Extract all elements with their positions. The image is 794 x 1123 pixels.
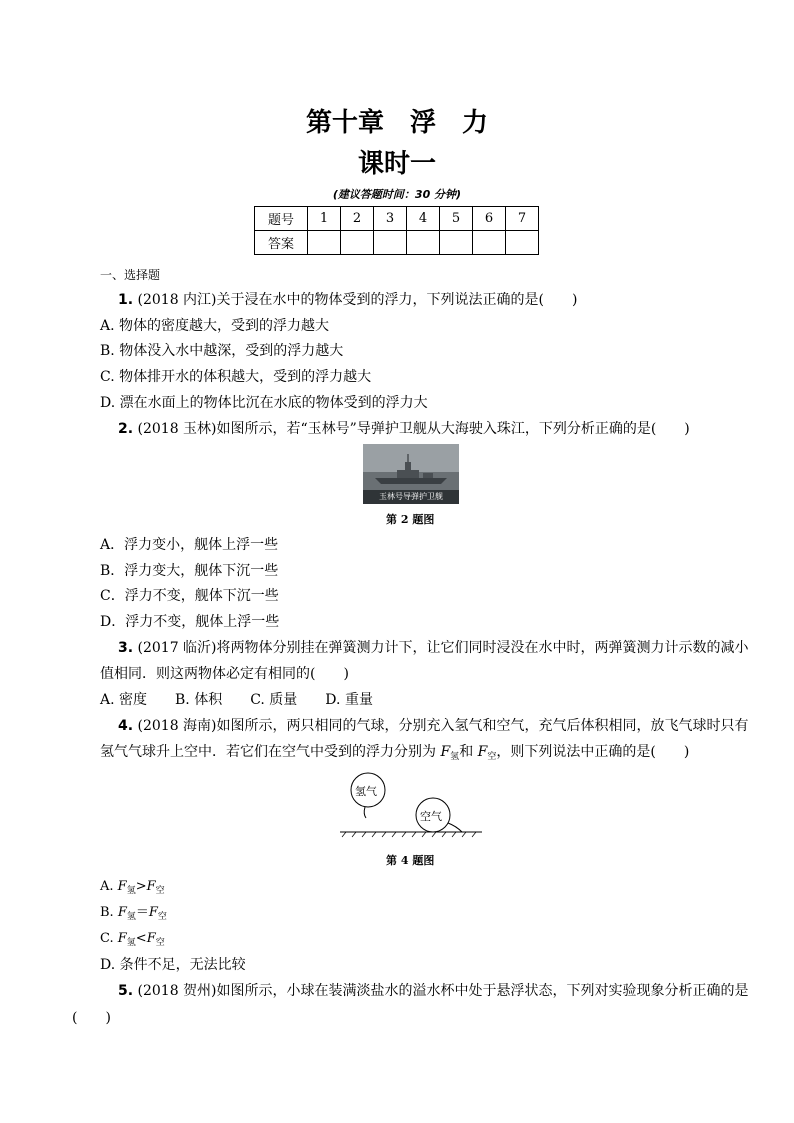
option-a: A．浮力变小，舰体上浮一些 — [100, 537, 279, 553]
option-a: A. 物体的密度越大，受到的浮力越大 — [100, 318, 330, 334]
question-number-cell: 2 — [341, 207, 374, 231]
option-b: B．浮力变大，舰体下沉一些 — [100, 563, 279, 579]
subscript: 氢 — [126, 912, 136, 922]
option-c: C. 物体排开水的体积越大，受到的浮力越大 — [100, 369, 372, 385]
answer-cell[interactable] — [440, 231, 473, 255]
question-number-cell: 5 — [440, 207, 473, 231]
option-label: A. — [100, 879, 118, 894]
table-row — [255, 207, 539, 231]
photo-caption: 玉林号导弹护卫舰 — [379, 492, 443, 501]
question-number: 4. — [118, 718, 134, 734]
question-stem: (2017 临沂)将两物体分别挂在弹簧测力计下，让它们同时浸没在水中时，两弹簧测力计示数的减小 — [133, 640, 749, 656]
subscript: 空 — [155, 886, 165, 896]
question-number: 3. — [118, 640, 134, 656]
option-d: D. 漂在水面上的物体比沉在水底的物体受到的浮力大 — [100, 395, 428, 411]
question-stem: (2018 贺州)如图所示，小球在装满淡盐水的溢水杯中处于悬浮状态，下列对实验现象分析正确的是 — [133, 983, 749, 999]
option-b — [100, 904, 167, 926]
question-stem-cont: ( ) — [72, 1010, 111, 1026]
question-number: 2. — [118, 421, 134, 437]
option-label: C. — [100, 931, 118, 946]
answer-cell[interactable] — [374, 231, 407, 255]
subscript: 空 — [155, 938, 165, 948]
ground-hatching — [342, 832, 476, 837]
time-hint: (建议答题时间：30 分钟) — [332, 188, 462, 201]
chapter-title: 第十章 浮 力 — [305, 108, 488, 138]
question-5 — [118, 982, 749, 1000]
question-stem: (2018 玉林)如图所示，若“玉林号”导弹护卫舰从大海驶入珠江，下列分析正确的是( ) — [133, 421, 690, 437]
question-number: 1. — [118, 292, 134, 308]
force-symbol: F — [148, 905, 158, 920]
question-number-cell: 3 — [374, 207, 407, 231]
stem-text: 和 — [459, 744, 478, 760]
force-symbol: F — [117, 879, 127, 894]
option-b: B. 物体没入水中越深，受到的浮力越大 — [100, 343, 344, 359]
answer-cell[interactable] — [473, 231, 506, 255]
force-symbol: F — [117, 905, 127, 920]
subscript: 空 — [487, 752, 497, 762]
warship-photo — [363, 444, 459, 504]
section-heading: 一、选择题 — [100, 268, 161, 282]
hydrogen-label: 氢气 — [355, 785, 377, 798]
subscript: 空 — [157, 912, 167, 922]
question-number: 5. — [118, 983, 134, 999]
question-stem: (2018 海南)如图所示，两只相同的气球，分别充入氢气和空气，充气后体积相同，放飞气球时只有 — [133, 718, 749, 734]
options-row: A. 密度 B. 体积 C. 质量 D. 重量 — [100, 692, 373, 708]
question-stem: (2018 内江)关于浸在水中的物体受到的浮力，下列说法正确的是( ) — [133, 292, 578, 308]
force-symbol: F — [146, 879, 156, 894]
answer-table — [254, 206, 539, 255]
balloon-diagram — [336, 772, 486, 838]
option-d: D. 条件不足，无法比较 — [100, 957, 246, 973]
question-number-cell: 1 — [308, 207, 341, 231]
answer-cell[interactable] — [341, 231, 374, 255]
question-number-cell: 6 — [473, 207, 506, 231]
subscript: 氢 — [450, 752, 460, 762]
force-symbol: F — [146, 931, 156, 946]
question-2 — [118, 420, 690, 438]
option-a — [100, 878, 165, 900]
operator: < — [135, 931, 147, 946]
question-3 — [118, 639, 749, 657]
figure-caption: 第 2 题图 — [386, 513, 435, 526]
air-label: 空气 — [420, 810, 442, 823]
question-number-cell: 4 — [407, 207, 440, 231]
lesson-title: 课时一 — [357, 149, 436, 179]
question-stem-cont: 值相同．则这两物体必定有相同的( ) — [100, 666, 349, 682]
table-header-answer: 答案 — [255, 231, 308, 255]
operator: > — [135, 879, 147, 894]
balloon-string — [448, 823, 462, 832]
question-1 — [118, 291, 577, 309]
subscript: 氢 — [126, 938, 136, 948]
force-symbol: F — [477, 744, 488, 760]
question-number-cell: 7 — [506, 207, 539, 231]
stem-text: ，则下列说法中正确的是( ) — [496, 744, 690, 760]
subscript: 氢 — [126, 886, 136, 896]
answer-cell[interactable] — [308, 231, 341, 255]
table-row — [255, 231, 539, 255]
force-symbol: F — [117, 931, 127, 946]
answer-cell[interactable] — [506, 231, 539, 255]
option-c — [100, 930, 165, 952]
question-stem-cont — [100, 743, 689, 766]
operator: ＝ — [135, 905, 149, 920]
option-label: B. — [100, 905, 118, 920]
stem-text: 氢气气球升上空中．若它们在空气中受到的浮力分别为 — [100, 744, 441, 760]
question-4 — [118, 717, 749, 735]
answer-cell[interactable] — [407, 231, 440, 255]
option-d: D．浮力不变，舰体上浮一些 — [100, 614, 280, 630]
option-c: C．浮力不变，舰体下沉一些 — [100, 588, 279, 604]
table-header-number: 题号 — [255, 207, 308, 231]
balloon-string — [364, 807, 366, 818]
force-symbol: F — [440, 744, 451, 760]
figure-caption: 第 4 题图 — [386, 854, 435, 867]
